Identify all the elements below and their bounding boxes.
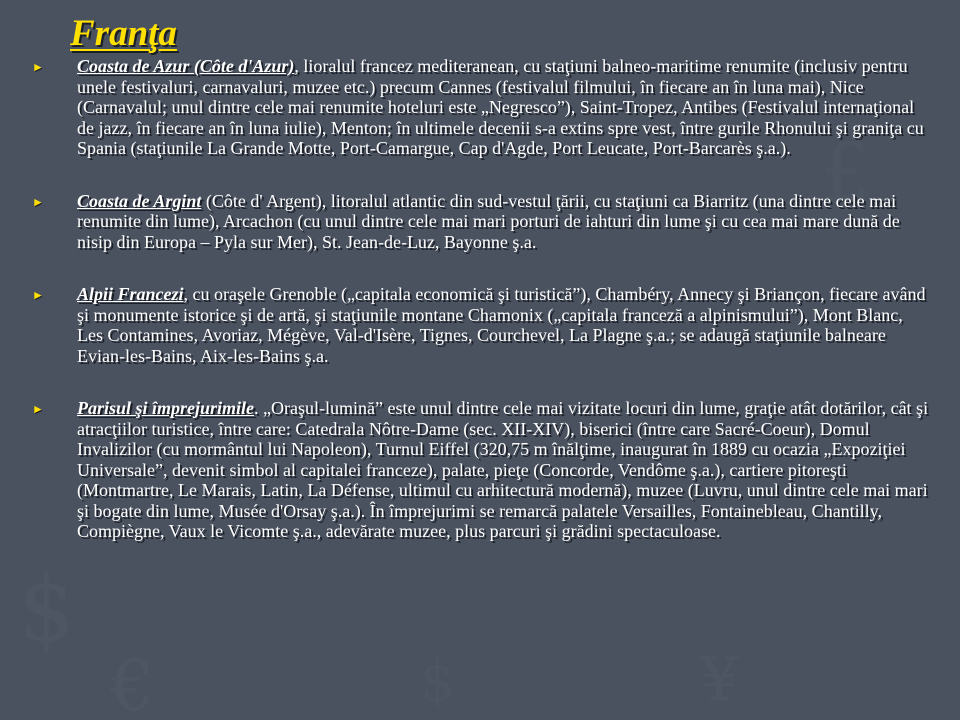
- bullet-list: [32, 56, 932, 542]
- svg-text:€: €: [110, 645, 155, 720]
- triangle-right-icon: ►: [32, 194, 44, 209]
- bullet-term: Alpii Francezi: [77, 284, 184, 304]
- svg-text:$: $: [420, 649, 455, 713]
- page-title: Franţa: [70, 13, 177, 54]
- bullet-parisul: [32, 398, 932, 542]
- svg-text:¥: ¥: [700, 645, 739, 715]
- bullet-coasta-de-argint: [32, 191, 932, 253]
- bullet-text: . „Oraşul-lumină” este unul dintre cele mai vizitate locuri din lume, graţie atât dotărilor, cât şi atracţiilor turistice, între care: Catedrala Nôtre-Dame (sec. XII-XIV), biserici (între care Sacré-Coeur), Domul Invalizilor (cu mormântul lui Napoleon), Turnul Eiffel (320,75 m înălţime, inaugurat în 1889 cu ocazia „Expoziţiei Universale”, devenit simbol al capitalei franceze), palate, pieţe (Concorde, Vendôme ş.a.), cartiere pitoreşti (Montmartre, Le Marais, Latin, La Défense, ultimul cu arhitectură modernă), muzee (Luvru, unul dintre cele mai mari şi bogate din lume, Musée d'Orsay ş.a.). În împrejurimi se remarcă palatele Versailles, Fontainebleau, Chantilly, Compiègne, Vaux le Vicomte ş.a., adevărate muzee, plus parcuri şi grădini spectaculoase.: [77, 398, 929, 541]
- bullet-text: , lioralul francez mediteranean, cu staţiuni balneo-maritime renumite (inclusiv pentru unele festivaluri, carnavaluri, muzee etc.) precum Cannes (festivalul filmului, în fiecare an în luna mai), Nice (Carnavalul; unul dintre cele mai renumite hoteluri este „Negresco”), Saint-Tropez, Antibes (Festivalul internaţional de jazz, în fiecare an în luna iulie), Menton; în ultimele decenii s-a extins spre vest, între gurile Rhonului şi graniţa cu Spania (staţiunile La Grande Motte, Port-Camargue, Cap d'Agde, Port Leucate, Port-Barcarès ş.a.).: [77, 56, 924, 158]
- bullet-term: Parisul şi împrejurimile: [77, 398, 255, 418]
- triangle-right-icon: ►: [32, 288, 44, 302]
- triangle-right-icon: ►: [32, 60, 44, 74]
- bullet-term: Coasta de Azur (Côte d'Azur): [77, 56, 295, 76]
- bullet-text: (Côte d' Argent), litoralul atlantic din sud-vestul ţării, cu staţiuni ca Biarritz (una dintre cele mai renumite din lume), Arcachon (cu unul dintre cele mai mari porturi de iahturi din lume şi cu cea mai mare dună de nisip din Europa – Pyla sur Mer), St. Jean-de-Luz, Bayonne ş.a.: [77, 190, 900, 252]
- svg-text:£: £: [820, 126, 871, 219]
- bullet-term: Coasta de Argint: [77, 190, 202, 211]
- triangle-right-icon: ►: [32, 402, 44, 416]
- bullet-coasta-de-azur: [32, 56, 932, 159]
- bullet-text: , cu oraşele Grenoble („capitala economică şi turistică”), Chambéry, Annecy şi Briançon, fiecare având şi monumente istorice şi de artă, şi staţiunile montane Chamonix („capitala franceză a alpinismului”), Mont Blanc, Les Contamines, Avoriaz, Mégève, Val-d'Isère, Tignes, Courchevel, La Plagne ş.a.; se adaugă staţiunile balneare Evian-les-Bains, Aix-les-Bains ş.a.: [77, 284, 926, 366]
- bullet-alpii-francezi: [32, 284, 932, 366]
- svg-text:$: $: [18, 557, 76, 662]
